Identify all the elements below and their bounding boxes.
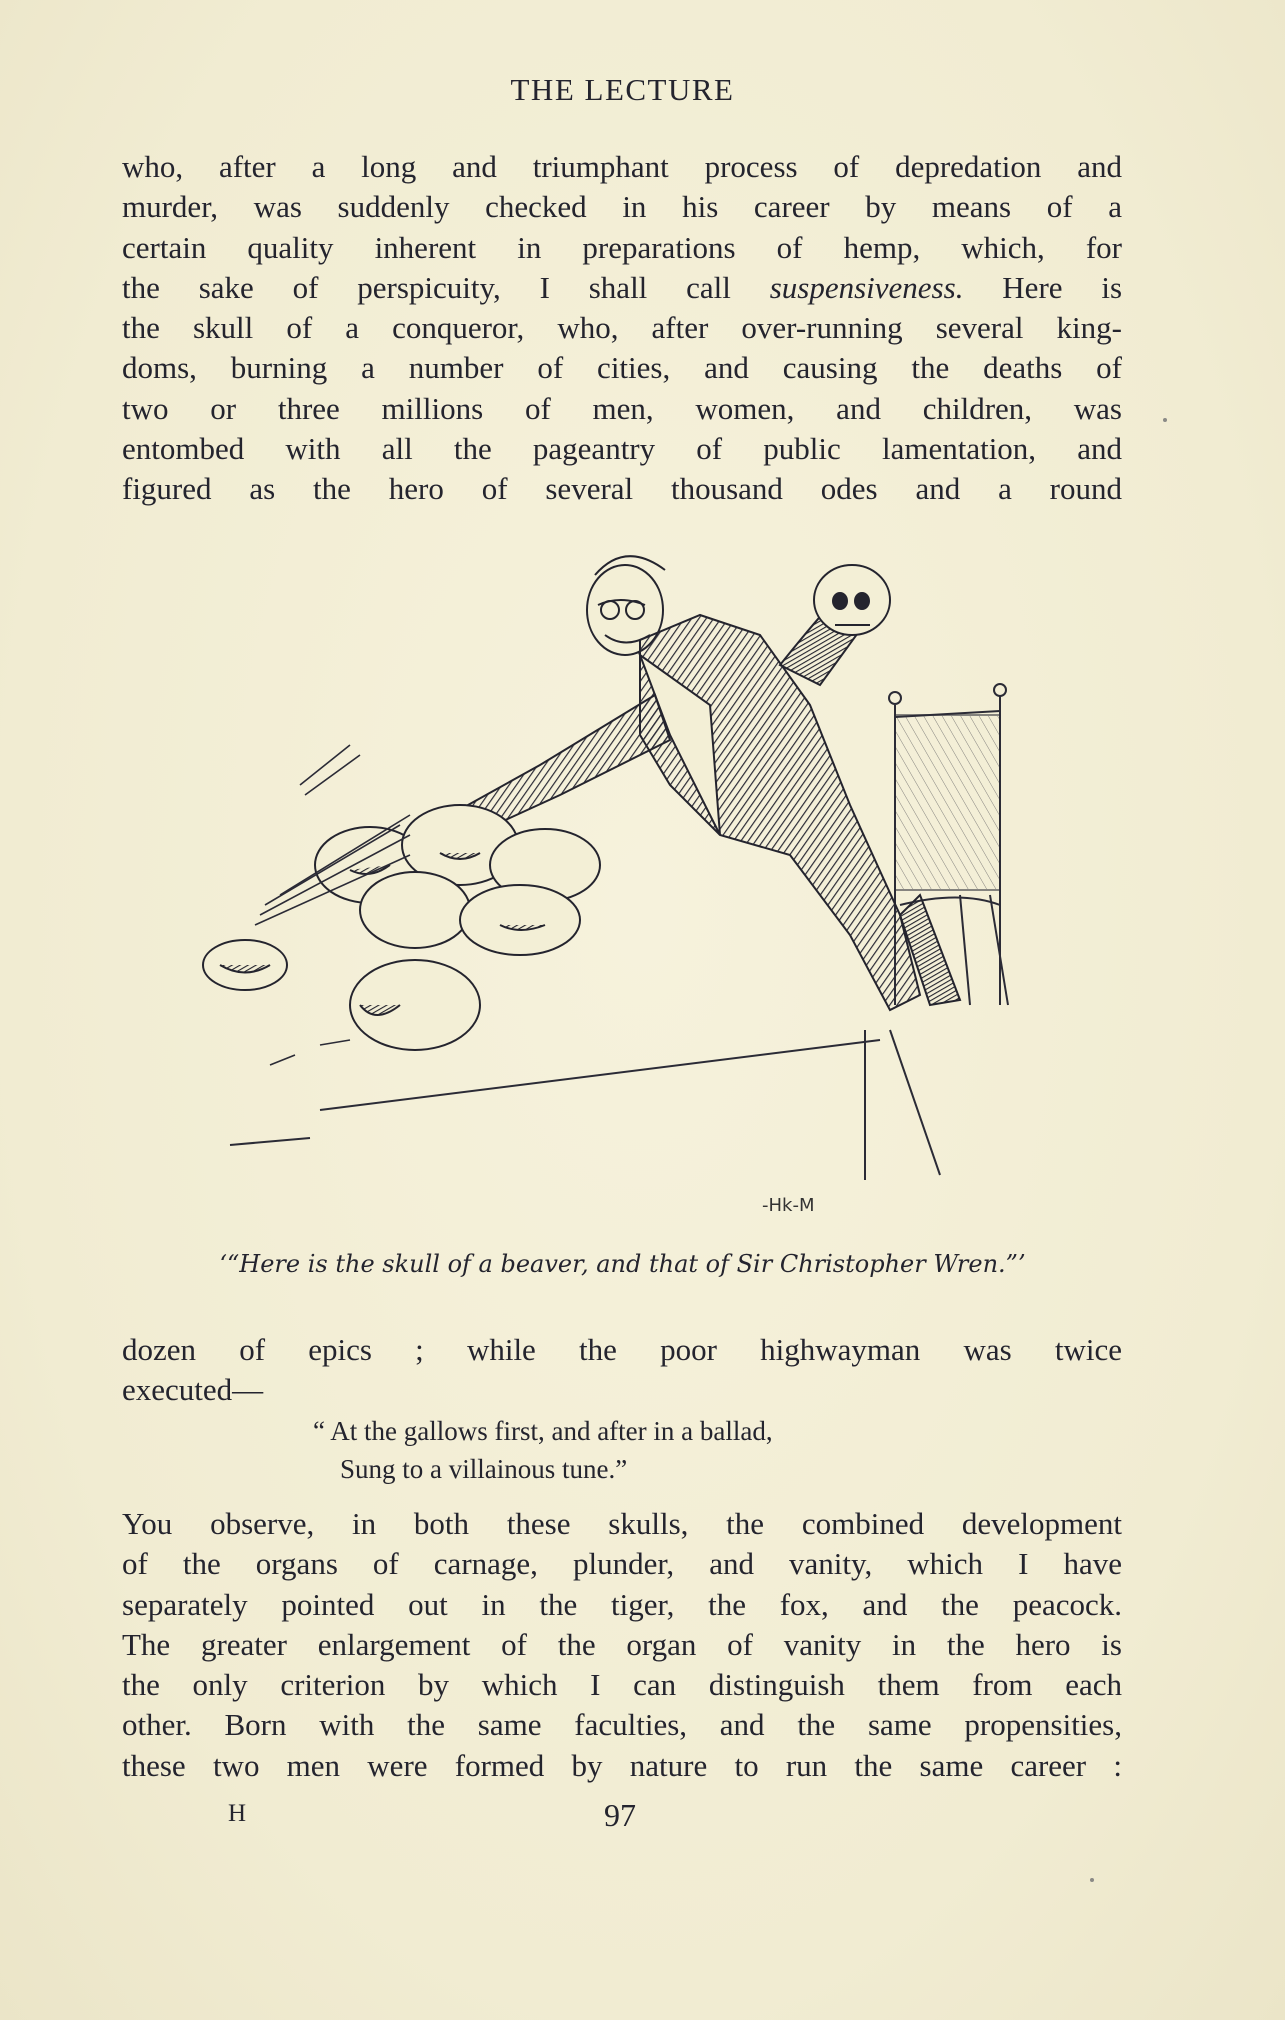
verse-line: “ At the gallows first, and after in a ballad, bbox=[313, 1416, 773, 1446]
text-line: dozen of epics ; while the poor highwayman was twice bbox=[122, 1332, 1122, 1367]
text-line: figured as the hero of several thousand odes and a round bbox=[122, 471, 1122, 507]
verse-quote bbox=[313, 1412, 773, 1488]
text-line: these two men were formed by nature to run the same career : bbox=[122, 1747, 1122, 1783]
text-line: the only criterion by which I can distinguish them from each bbox=[122, 1667, 1122, 1703]
text-line: two or three millions of men, women, and children, was bbox=[122, 390, 1122, 426]
figure-caption: ‘“Here is the skull of a beaver, and that of Sir Christopher Wren.”’ bbox=[219, 1250, 1026, 1278]
artist-mark: -Hk-M bbox=[762, 1195, 815, 1216]
text-line: entombed with all the pageantry of public lamentation, and bbox=[122, 431, 1122, 467]
text-line: of the organs of carnage, plunder, and vanity, which I have bbox=[122, 1546, 1122, 1582]
held-skull bbox=[814, 565, 890, 635]
text-line: other. Born with the same faculties, and the same propensities, bbox=[122, 1707, 1122, 1743]
text-line: You observe, in both these skulls, the combined development bbox=[122, 1506, 1122, 1541]
signature-mark: H bbox=[228, 1800, 248, 1827]
paragraph-3 bbox=[122, 1504, 1122, 1786]
text-segment: the sake of perspicuity, I shall call bbox=[122, 269, 731, 305]
text-segment: Here is bbox=[1002, 269, 1123, 305]
illustration-lecturer-with-skulls bbox=[200, 535, 1050, 1235]
paragraph-2 bbox=[122, 1330, 1122, 1411]
verse-line: Sung to a villainous tune.” bbox=[340, 1454, 628, 1484]
text-line: murder, was suddenly checked in his career by means of a bbox=[122, 189, 1122, 225]
skull-pile bbox=[203, 805, 600, 1050]
italic-term: suspensiveness. bbox=[769, 269, 964, 305]
text-line: The greater enlargement of the organ of vanity in the hero is bbox=[122, 1626, 1122, 1662]
text-line: executed— bbox=[122, 1372, 264, 1408]
text-line bbox=[122, 268, 1122, 308]
paper-speck bbox=[1090, 1878, 1094, 1882]
text-line: doms, burning a number of cities, and causing the deaths of bbox=[122, 350, 1122, 386]
running-head: THE LECTURE bbox=[510, 72, 735, 107]
paragraph-1 bbox=[122, 147, 1122, 510]
paper-speck bbox=[1163, 418, 1167, 422]
page-number: 97 bbox=[604, 1797, 636, 1833]
text-line: separately pointed out in the tiger, the fox, and the peacock. bbox=[122, 1586, 1122, 1622]
text-line: the skull of a conqueror, who, after over-running several king- bbox=[122, 310, 1122, 346]
text-line: certain quality inherent in preparations of hemp, which, for bbox=[122, 229, 1122, 265]
text-line: who, after a long and triumphant process of depredation and bbox=[122, 149, 1122, 184]
table bbox=[230, 1030, 940, 1180]
